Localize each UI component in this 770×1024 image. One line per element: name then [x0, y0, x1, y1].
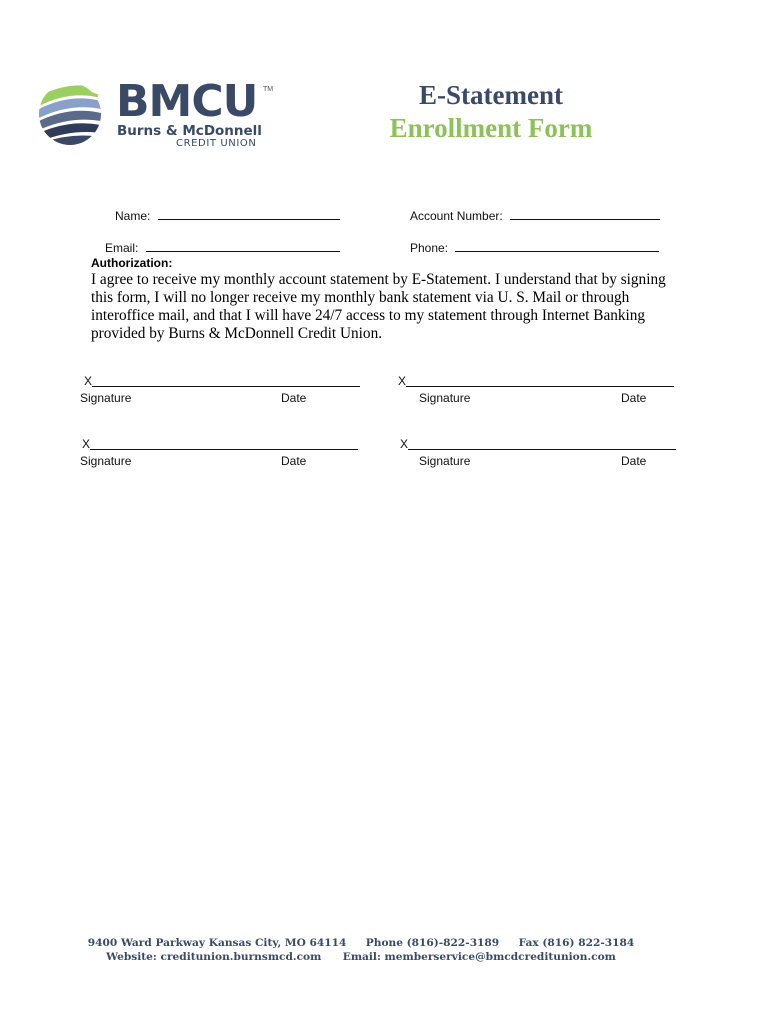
footer-phone: Phone (816)-822-3189 [365, 937, 500, 949]
email-field[interactable] [146, 240, 340, 252]
account-number-field[interactable] [510, 208, 660, 220]
footer-website[interactable]: Website: creditunion.burnsmcd.com [106, 951, 322, 963]
signature-x-mark: X [400, 437, 409, 451]
email-label: Email: [105, 241, 139, 255]
date-label: Date [621, 391, 647, 405]
date-label: Date [621, 454, 647, 468]
signature-x-mark: X [398, 374, 407, 388]
title-enrollment-form: Enrollment Form [389, 113, 593, 143]
signature-label: Signature [80, 454, 132, 468]
footer-email[interactable]: Email: memberservice@bmcdcreditunion.com [342, 951, 616, 963]
footer-web-line [0, 951, 722, 963]
logo-brand-text: BMCU [116, 76, 258, 127]
signature-x-mark: X [84, 374, 93, 388]
phone-label: Phone: [410, 241, 449, 255]
logo-line1: Burns & McDonnell [117, 123, 262, 139]
phone-field-row [410, 240, 659, 255]
signature-line[interactable] [92, 386, 360, 387]
name-label: Name: [115, 209, 151, 223]
phone-field[interactable] [455, 240, 659, 252]
signature-label: Signature [80, 391, 132, 405]
date-label: Date [281, 454, 307, 468]
signature-line[interactable] [408, 449, 676, 450]
account-number-label: Account Number: [410, 209, 503, 223]
authorization-text: I agree to receive my monthly account statement by E-Statement. I understand that by signing this form, I will no longer receive my monthly bank statement via U. S. Mail or through interoffice mail, and that I will have 24/7 access to my statement through Internet Banking provided by Burns & McDonnell Credit Union. [91, 271, 666, 342]
name-field-row [115, 208, 340, 223]
logo-line2: CREDIT UNION [176, 138, 257, 149]
signature-line[interactable] [90, 449, 358, 450]
logo-trademark: TM [263, 86, 274, 93]
date-label: Date [281, 391, 307, 405]
footer-address: 9400 Ward Parkway Kansas City, MO 64114 [87, 937, 347, 949]
signature-x-mark: X [82, 437, 91, 451]
account-field-row [410, 208, 660, 223]
email-field-row [105, 240, 340, 255]
name-field[interactable] [158, 208, 340, 220]
signature-label: Signature [419, 454, 471, 468]
authorization-label: Authorization: [91, 256, 173, 270]
footer-contact-line [0, 937, 722, 949]
signature-line[interactable] [406, 386, 674, 387]
signature-label: Signature [419, 391, 471, 405]
title-estatement: E-Statement [419, 80, 563, 110]
footer-fax: Fax (816) 822-3184 [518, 937, 635, 949]
